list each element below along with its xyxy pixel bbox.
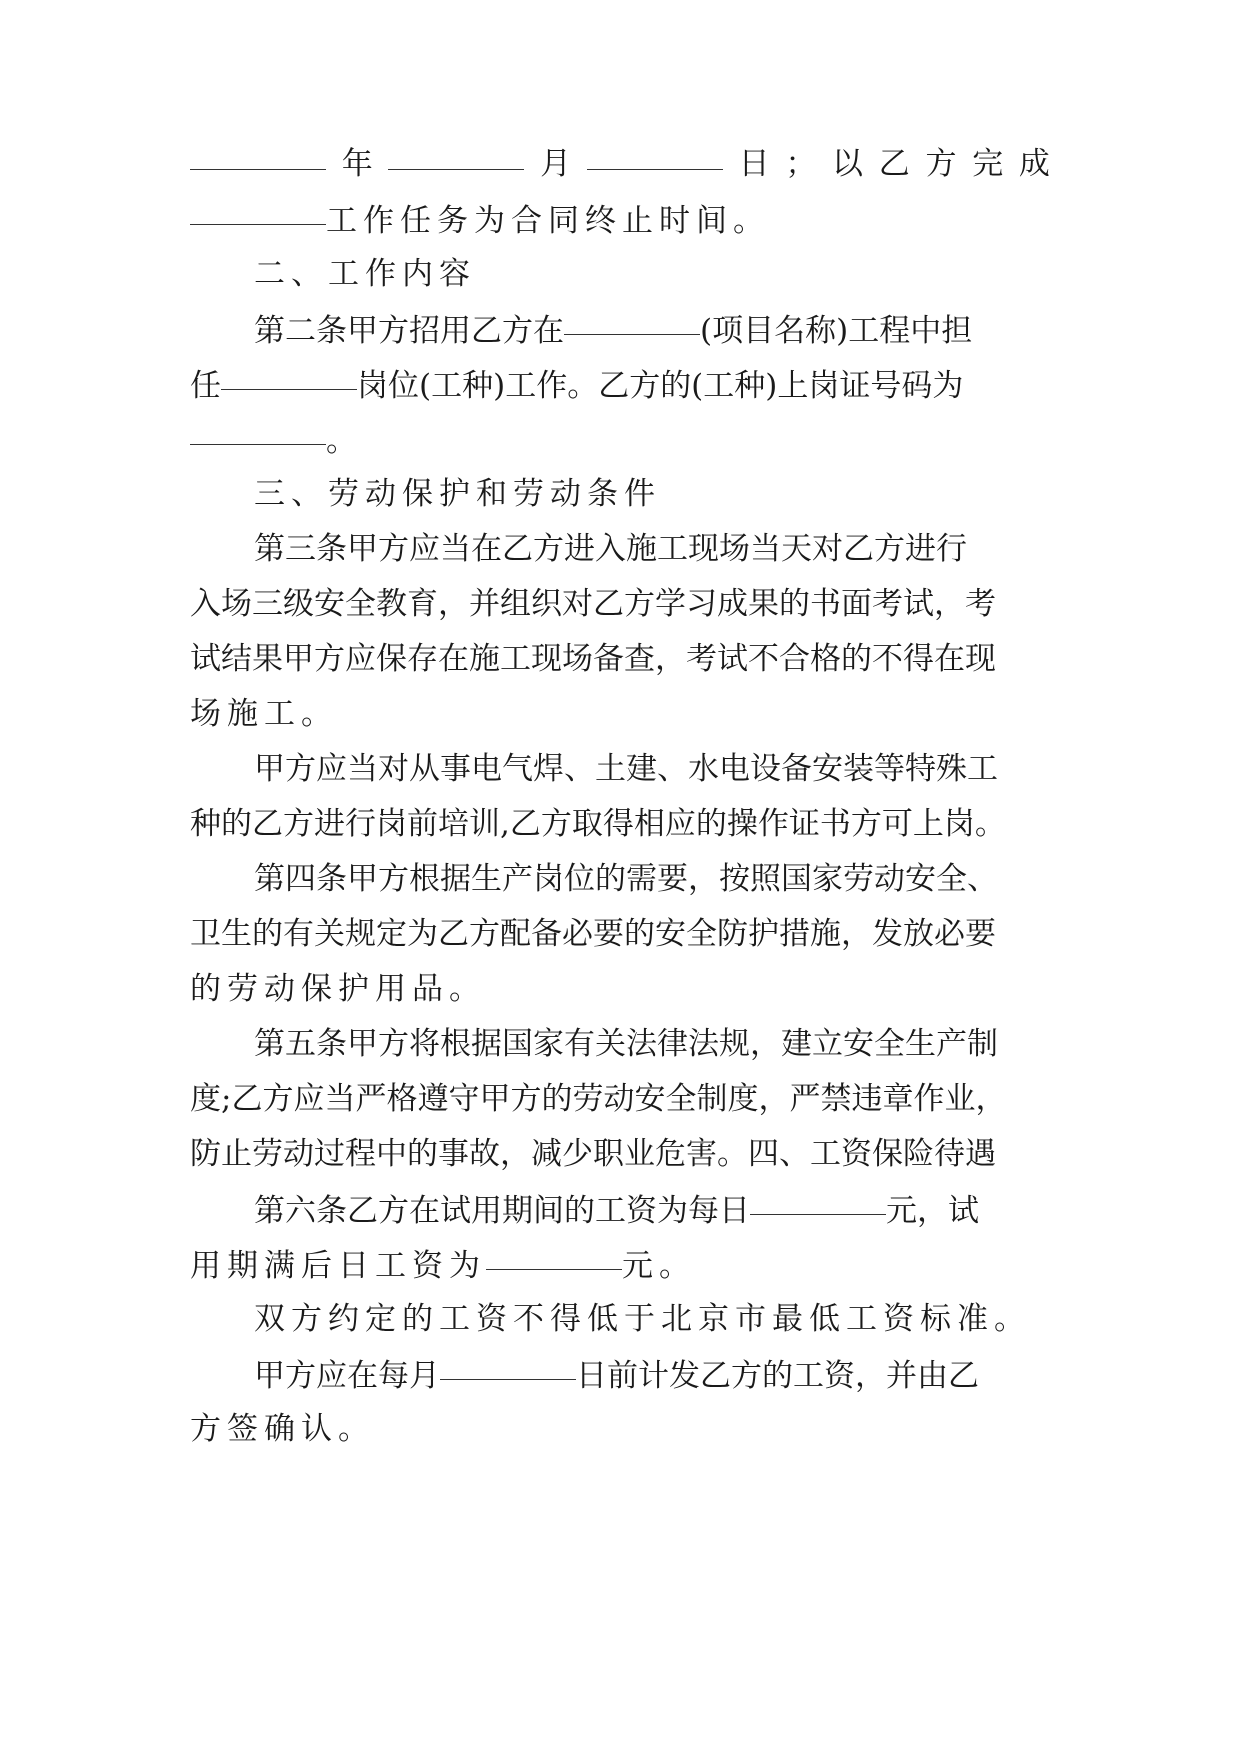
article-5-line-3: 防止劳动过程中的事故，减少职业危害。四、工资保险待遇 bbox=[190, 1136, 996, 1172]
start-month-blank[interactable] bbox=[388, 139, 524, 170]
article-6-text: 元，试 bbox=[886, 1193, 979, 1229]
special-training-line-2: 种的乙方进行岗前培训,乙方取得相应的操作证书方可上岗。 bbox=[190, 806, 1006, 842]
position-blank[interactable] bbox=[221, 359, 357, 390]
term-char: 成 bbox=[1018, 146, 1050, 182]
article-6-line-1 bbox=[190, 1184, 1050, 1234]
contract-term-line-2 bbox=[190, 194, 1050, 244]
pay-day-line-2: 方签确认。 bbox=[190, 1411, 375, 1447]
article-3-line-4: 场施工。 bbox=[190, 696, 338, 732]
special-training-line-1: 甲方应当对从事电气焊、土建、水电设备安装等特殊工 bbox=[254, 751, 998, 787]
article-5-line-2: 度;乙方应当严格遵守甲方的劳动安全制度，严禁违章作业， bbox=[190, 1081, 1007, 1117]
project-name-blank[interactable] bbox=[564, 304, 700, 335]
article-2-text: 岗位(工种)工作。乙方的(工种)上岗证号码为 bbox=[357, 368, 964, 404]
pay-day-text: 日前计发乙方的工资，并由乙 bbox=[576, 1358, 979, 1394]
start-day-blank[interactable] bbox=[587, 139, 723, 170]
term-char: ； bbox=[785, 146, 817, 182]
article-6-text: 第六条乙方在试用期间的工资为每日 bbox=[254, 1193, 750, 1229]
certificate-number-blank[interactable] bbox=[190, 414, 326, 445]
contract-term-line-1 bbox=[190, 139, 1050, 189]
term-char: 日 bbox=[738, 146, 770, 182]
article-2-text: (项目名称)工程中担 bbox=[700, 313, 973, 349]
start-year-blank[interactable] bbox=[190, 139, 326, 170]
article-2-line-2 bbox=[190, 359, 1050, 409]
section-heading-labor-protection: 三、劳动保护和劳动条件 bbox=[254, 476, 661, 512]
pay-day-text: 甲方应在每月 bbox=[254, 1358, 440, 1394]
daily-wage-blank[interactable] bbox=[486, 1239, 622, 1270]
term-char: 方 bbox=[925, 146, 957, 182]
pay-day-line-1 bbox=[190, 1349, 1050, 1399]
year-label: 年 bbox=[341, 146, 373, 182]
article-2-line-1 bbox=[190, 304, 1050, 354]
article-6-line-2 bbox=[190, 1239, 1050, 1289]
article-2-line-3 bbox=[190, 414, 1050, 464]
document-page bbox=[190, 0, 1050, 1754]
term-char: 乙 bbox=[878, 146, 910, 182]
article-4-line-3: 的劳动保护用品。 bbox=[190, 971, 486, 1007]
pay-day-blank[interactable] bbox=[440, 1349, 576, 1380]
article-5-line-1: 第五条甲方将根据国家有关法律法规，建立安全生产制 bbox=[254, 1026, 998, 1062]
article-3-line-3: 试结果甲方应保存在施工现场备查，考试不合格的不得在现 bbox=[190, 641, 996, 677]
term-end-text: 工作任务为合同终止时间。 bbox=[326, 203, 770, 239]
task-blank[interactable] bbox=[190, 194, 326, 225]
article-2-text: 任 bbox=[190, 368, 221, 404]
article-4-line-1: 第四条甲方根据生产岗位的需要，按照国家劳动安全、 bbox=[254, 861, 998, 897]
article-6-text: 元。 bbox=[622, 1248, 696, 1284]
minimum-wage-line: 双方约定的工资不得低于北京市最低工资标准。 bbox=[254, 1301, 1031, 1337]
month-label: 月 bbox=[540, 146, 572, 182]
term-char: 完 bbox=[972, 146, 1004, 182]
article-4-line-2: 卫生的有关规定为乙方配备必要的安全防护措施，发放必要 bbox=[190, 916, 996, 952]
section-heading-work-content: 二、工作内容 bbox=[254, 256, 476, 292]
term-char: 以 bbox=[832, 146, 864, 182]
article-3-line-2: 入场三级安全教育，并组织对乙方学习成果的书面考试，考 bbox=[190, 586, 996, 622]
article-2-text: 第二条甲方招用乙方在 bbox=[254, 313, 564, 349]
article-2-text: 。 bbox=[326, 423, 363, 459]
trial-wage-blank[interactable] bbox=[750, 1184, 886, 1215]
article-3-line-1: 第三条甲方应当在乙方进入施工现场当天对乙方进行 bbox=[254, 531, 967, 567]
article-6-text: 用期满后日工资为 bbox=[190, 1248, 486, 1284]
